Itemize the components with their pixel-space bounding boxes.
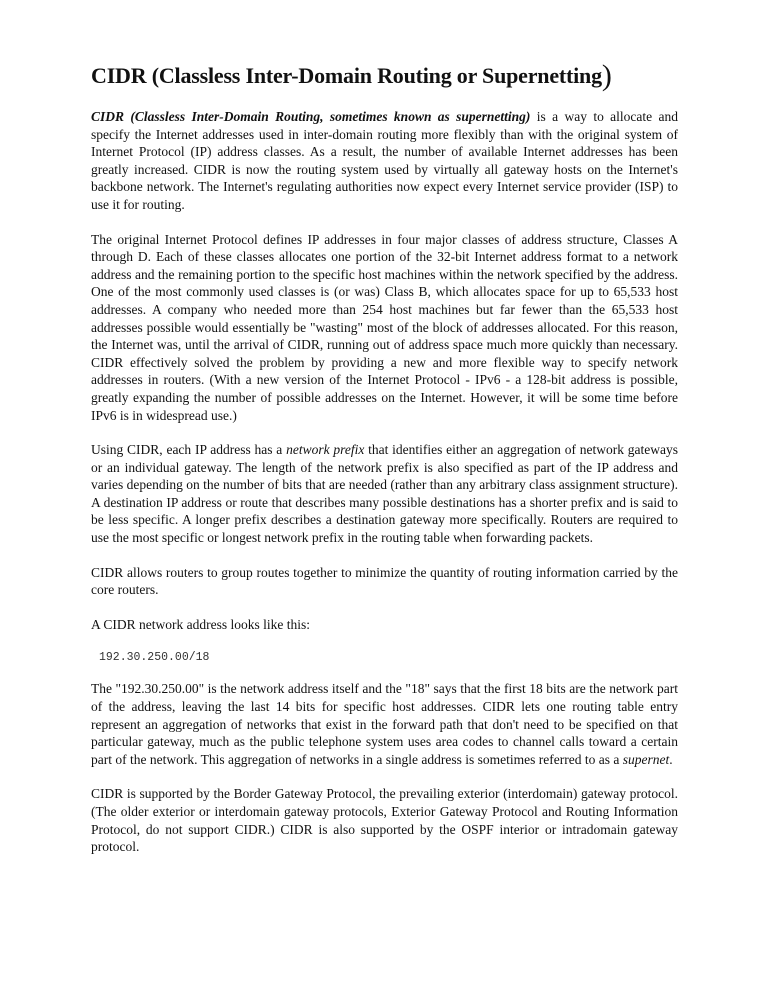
page-title-text: CIDR (Classless Inter-Domain Routing or Supernetting (91, 63, 602, 88)
explanation-text-before: The "192.30.250.00" is the network address itself and the "18" says that the first 18 bits are the network part of the address, leaving the last 14 bits for specific host addresses. CIDR lets one routing table entry represent an aggregation of networks that exist in the forward path that don't need to be specified on that particular gateway, much as the public telephone system uses area codes to channel calls toward a certain part of the network. This aggregation of networks in a single address is sometimes referred to as a (91, 681, 678, 767)
supernet-term: supernet (622, 751, 670, 767)
paragraph-protocol-support: CIDR is supported by the Border Gateway Protocol, the prevailing exterior (interdomain) gateway protocol. (The older exterior or interdomain gateway protocols, Exterior Gateway Protocol and Routing Information Protocol, do not support CIDR.) CIDR is also supported by the OSPF interior or intradomain gateway protocol. (91, 786, 678, 855)
paragraph-route-grouping: CIDR allows routers to group routes together to minimize the quantity of routing information carried by the core routers. (91, 564, 678, 598)
page-title (91, 58, 678, 94)
page-title-closing-paren: ) (601, 59, 612, 92)
cidr-address-example: 192.30.250.00/18 (99, 651, 210, 665)
paragraph-intro (91, 108, 678, 214)
paragraph-address-classes: The original Internet Protocol defines IP addresses in four major classes of address structure, Classes A through D. Each of these classes allocates one portion of the 32-bit Internet address format to a network address and the remaining portion to the specific host machines within the network specified by the address. One of the most commonly used classes is (or was) Class B, which allocates space for up to 65,533 host addresses. A company who needed more than 254 host machines but far fewer than the 65,533 host addresses possible would essentially be "wasting" most of the block of addresses allocated. For this reason, the Internet was, until the arrival of CIDR, running out of address space much more quickly than necessary. CIDR effectively solved the problem by providing a new and more flexible way to specify network addresses in routers. (With a new version of the Internet Protocol - IPv6 - a 128-bit address is possible, greatly expanding the number of possible addresses on the Internet. However, it will be some time before IPv6 is in widespread use.) (91, 231, 678, 423)
intro-body: is a way to allocate and specify the Internet addresses used in inter-domain routing more flexibly than with the original system of Internet Protocol (IP) address classes. As a result, the number of available Internet addresses has been greatly increased. CIDR is now the routing system used by virtually all gateway hosts on the Internet's backbone network. The Internet's regulating authorities now expect every Internet service provider (ISP) to use it for routing. (91, 109, 679, 212)
document-page (91, 58, 678, 873)
paragraph-address-intro: A CIDR network address looks like this: (91, 616, 310, 632)
prefix-text-after: that identifies either an aggregation of network gateways or an individual gateway. The length of the network prefix is also specified as part of the IP address and varies depending on the number of bits that are needed (rather than any arbitrary class assignment structure). A destination IP address or route that describes many possible destinations has a shorter prefix and is said to be less specific. A longer prefix describes a destination gateway more specifically. Routers are required to use the most specific or longest network prefix in the routing table when forwarding packets. (91, 442, 678, 546)
intro-lead-definition: CIDR (Classless Inter-Domain Routing, sometimes known as supernetting) (91, 109, 531, 124)
explanation-text-after: . (669, 751, 673, 767)
prefix-text-before: Using CIDR, each IP address has a (91, 442, 287, 458)
paragraph-address-explanation (91, 680, 678, 768)
paragraph-network-prefix (91, 441, 678, 547)
network-prefix-term: network prefix (286, 442, 365, 458)
